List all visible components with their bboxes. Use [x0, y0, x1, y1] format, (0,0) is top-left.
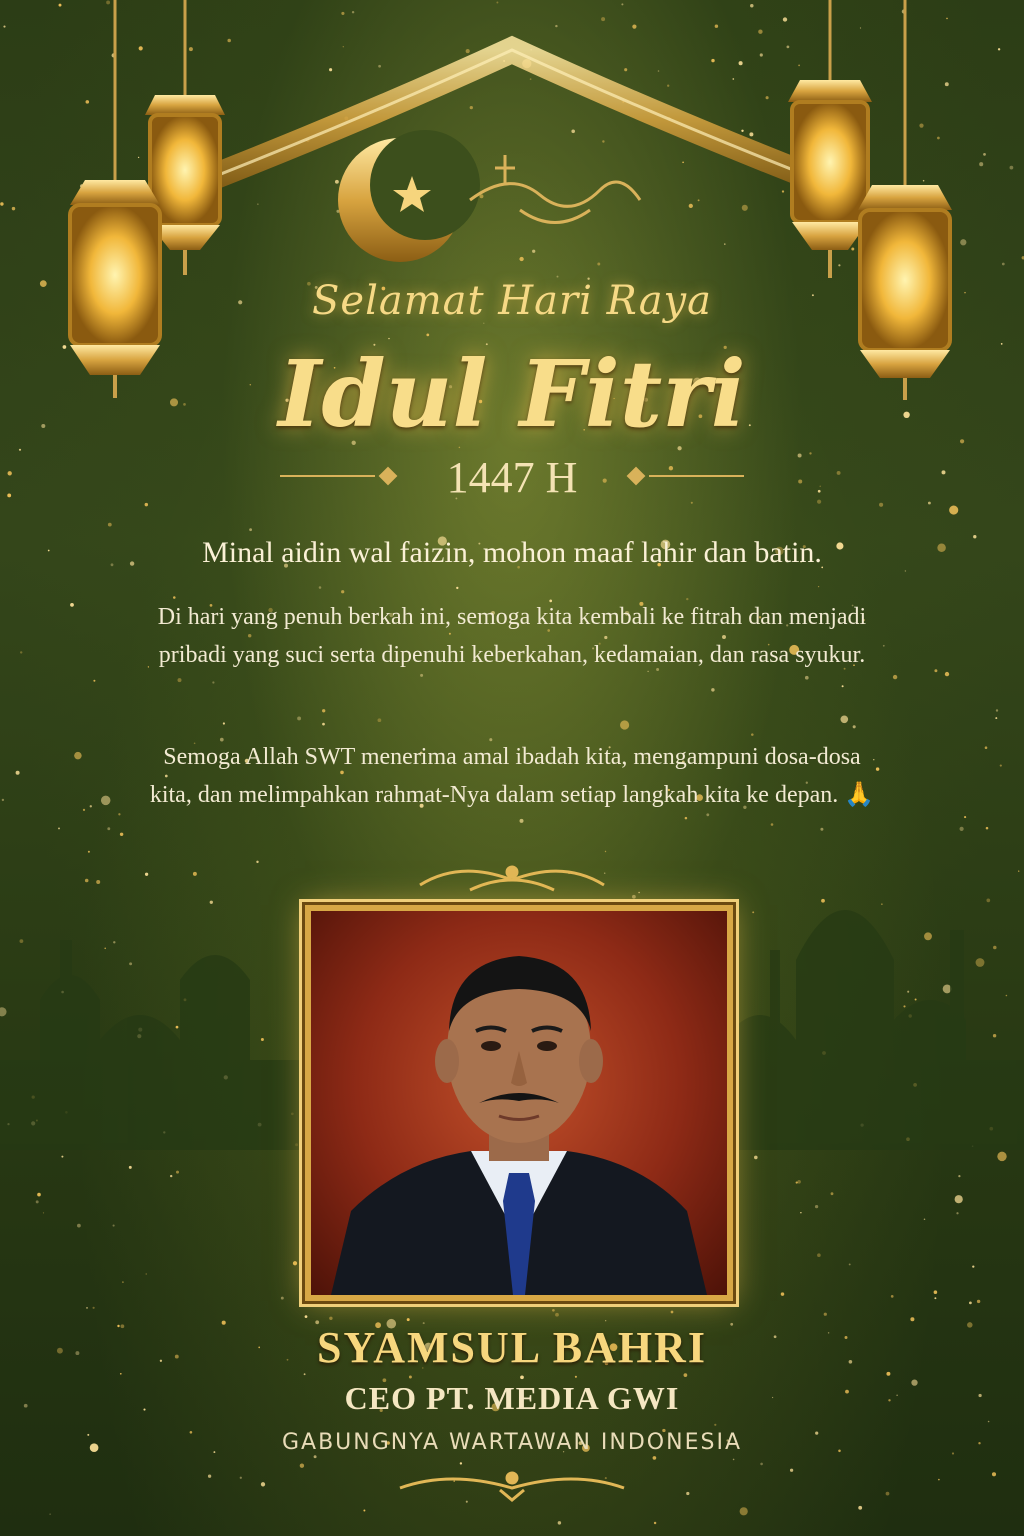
greeting-line: Minal aidin wal faizin, mohon maaf lahir dan batin. — [202, 536, 822, 569]
message-paragraph-2 — [140, 738, 884, 814]
ornament-flourish — [470, 155, 640, 223]
year-line — [0, 452, 1024, 502]
hijri-year: 1447 H — [446, 453, 578, 502]
greeting-title: Idul Fitri — [278, 340, 746, 448]
message-paragraph-2-text: Semoga Allah SWT menerima amal ibadah kita, mengampuni dosa-dosa kita, dan melimpahkan rahmat-Nya dalam setiap langkah kita ke depan. — [149, 744, 861, 808]
person-role: CEO PT. MEDIA GWI — [344, 1380, 680, 1416]
message-paragraph-1: Di hari yang penuh berkah ini, semoga kita kembali ke fitrah dan menjadi pribadi yang suci serta dipenuhi keberkahan, kedamaian, dan rasa syukur. — [157, 604, 867, 668]
person-organization: GABUNGNYA WARTAWAN INDONESIA — [281, 1430, 742, 1455]
praying-hands-icon: 🙏 — [844, 782, 875, 808]
ornament-flourish — [420, 867, 604, 890]
lantern-icon — [70, 0, 160, 398]
portrait-photo — [311, 911, 727, 1295]
ornament-flourish — [400, 1473, 624, 1500]
person-name: SYAMSUL BAHRI — [317, 1323, 707, 1372]
greeting-subtitle: Selamat Hari Raya — [312, 278, 712, 324]
portrait-frame — [305, 905, 733, 1301]
